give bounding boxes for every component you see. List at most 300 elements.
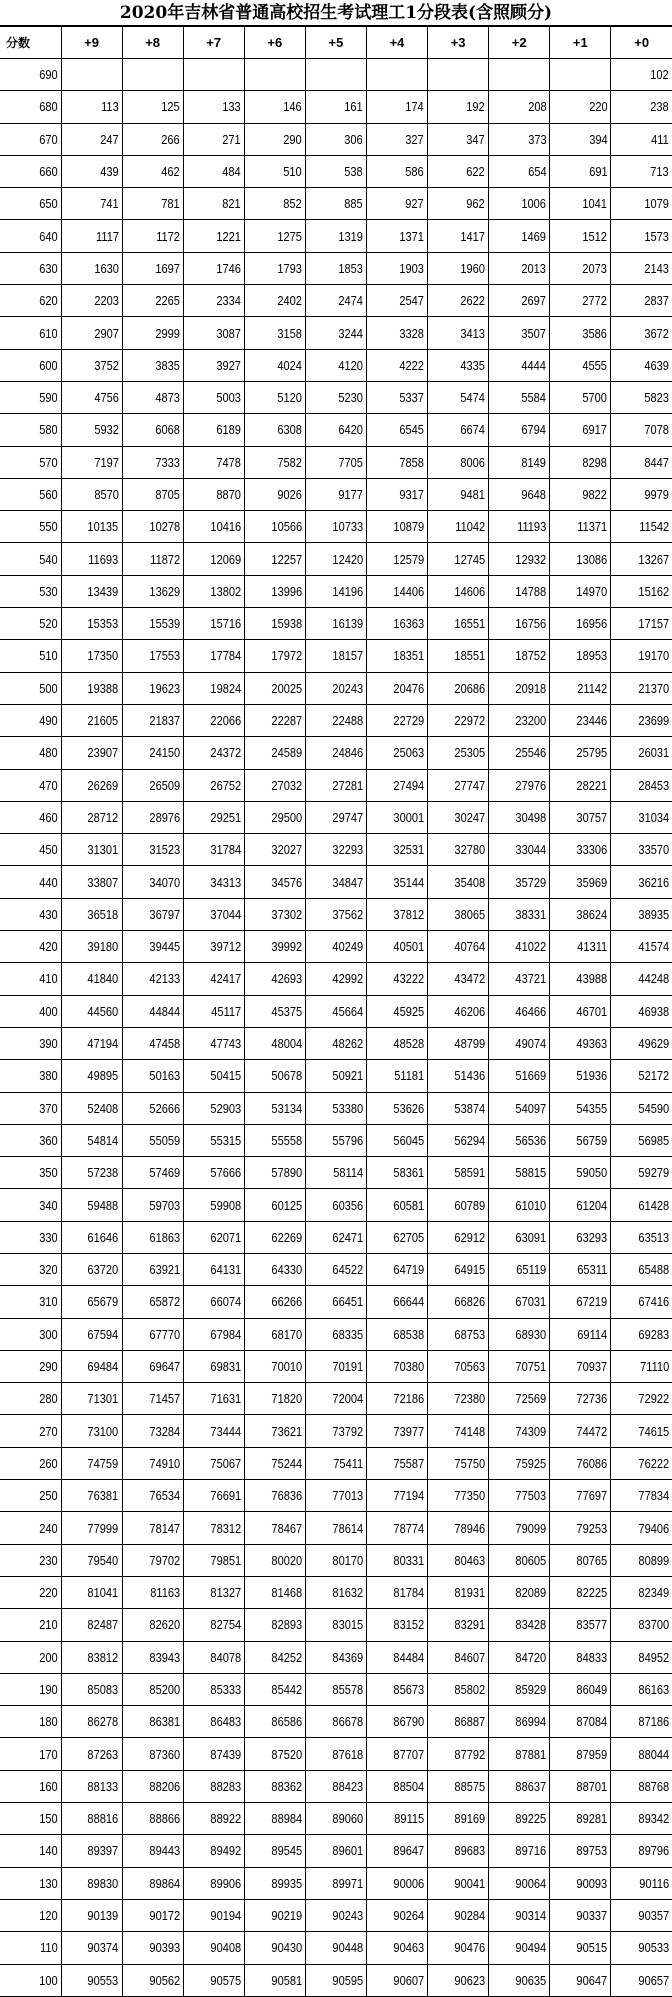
count-value: 81931 — [454, 1585, 486, 1601]
score-value: 440 — [39, 874, 58, 890]
cumulative-count-cell — [550, 704, 611, 736]
table-row — [0, 1576, 672, 1608]
count-value: 51181 — [394, 1068, 425, 1084]
count-value: 12420 — [332, 551, 363, 567]
count-value: 88701 — [576, 1778, 608, 1794]
cumulative-count-cell — [305, 1480, 366, 1512]
count-value: 26269 — [87, 777, 119, 793]
cumulative-count-cell — [550, 1027, 611, 1059]
cumulative-count-cell — [61, 1673, 122, 1705]
count-value: 56045 — [393, 1132, 425, 1148]
cumulative-count-cell — [489, 1770, 550, 1802]
table-body — [0, 59, 672, 1997]
count-value: 56985 — [638, 1132, 669, 1148]
count-value: 48799 — [454, 1036, 486, 1052]
table-row — [0, 1803, 672, 1835]
cumulative-count-cell — [122, 1447, 183, 1479]
cumulative-count-cell — [183, 478, 244, 510]
cumulative-count-cell — [366, 672, 427, 704]
count-value: 49363 — [576, 1036, 608, 1052]
score-value: 240 — [39, 1520, 58, 1536]
count-value: 28712 — [87, 809, 119, 825]
cumulative-count-cell — [305, 1092, 366, 1124]
count-value: 89225 — [515, 1811, 547, 1827]
count-value: 79099 — [515, 1520, 547, 1536]
cumulative-count-cell — [550, 1189, 611, 1221]
count-value: 9026 — [277, 487, 302, 502]
count-value: 67770 — [148, 1326, 180, 1342]
score-cell — [0, 188, 61, 220]
cumulative-count-cell — [183, 188, 244, 220]
cumulative-count-cell — [611, 866, 672, 898]
count-value: 84607 — [454, 1649, 486, 1665]
cumulative-count-cell — [305, 252, 366, 284]
cumulative-count-cell — [550, 1706, 611, 1738]
cumulative-count-cell — [428, 59, 489, 91]
count-value: 88423 — [332, 1778, 363, 1794]
count-value: 88575 — [454, 1778, 486, 1794]
score-value: 650 — [39, 196, 58, 212]
count-value: 79851 — [210, 1552, 241, 1568]
cumulative-count-cell — [122, 1544, 183, 1576]
count-value: 49629 — [638, 1036, 669, 1052]
count-value: 42133 — [148, 971, 180, 987]
count-value: 5230 — [338, 390, 363, 406]
score-value: 190 — [39, 1681, 58, 1697]
cumulative-count-cell — [61, 1318, 122, 1350]
score-cell — [0, 1899, 61, 1931]
count-value: 81632 — [332, 1585, 363, 1601]
count-value: 327 — [405, 131, 425, 147]
count-value: 74615 — [638, 1423, 669, 1439]
score-value: 560 — [39, 487, 58, 502]
cumulative-count-cell — [122, 1867, 183, 1899]
count-value: 36518 — [87, 906, 119, 922]
cumulative-count-cell — [183, 1899, 244, 1931]
table-row — [0, 769, 672, 801]
score-cell — [0, 1060, 61, 1092]
cumulative-count-cell — [305, 1124, 366, 1156]
score-cell — [0, 1770, 61, 1802]
cumulative-count-cell — [366, 1673, 427, 1705]
count-value: 3586 — [582, 325, 608, 341]
count-value: 290 — [283, 131, 302, 147]
count-value: 27281 — [332, 777, 363, 793]
cumulative-count-cell — [61, 1253, 122, 1285]
cumulative-count-cell — [183, 704, 244, 736]
count-value: 89115 — [394, 1811, 425, 1827]
count-value: 70563 — [454, 1359, 486, 1375]
cumulative-count-cell — [183, 1318, 244, 1350]
count-value: 821 — [222, 196, 241, 212]
count-value: 42417 — [210, 971, 241, 987]
count-value: 63091 — [515, 1229, 547, 1245]
cumulative-count-cell — [489, 252, 550, 284]
count-value: 87439 — [210, 1746, 241, 1762]
count-value: 71457 — [148, 1391, 180, 1407]
count-value: 41574 — [638, 939, 669, 955]
count-value: 90595 — [332, 1972, 363, 1988]
cumulative-count-cell — [366, 1253, 427, 1285]
cumulative-count-cell — [428, 1383, 489, 1415]
count-value: 87520 — [271, 1746, 302, 1762]
score-cell — [0, 963, 61, 995]
count-value: 90476 — [454, 1940, 486, 1956]
cumulative-count-cell — [244, 931, 305, 963]
count-value: 82754 — [210, 1617, 241, 1633]
score-cell — [0, 1673, 61, 1705]
count-value: 37562 — [332, 906, 363, 922]
count-value: 73284 — [148, 1423, 180, 1439]
score-cell — [0, 381, 61, 413]
cumulative-count-cell — [183, 317, 244, 349]
cumulative-count-cell — [611, 1706, 672, 1738]
count-value: 65488 — [638, 1262, 669, 1278]
cumulative-count-cell — [611, 446, 672, 478]
score-cell — [0, 1706, 61, 1738]
count-value: 89492 — [210, 1843, 241, 1859]
cumulative-count-cell — [183, 1027, 244, 1059]
cumulative-count-cell — [122, 1157, 183, 1189]
cumulative-count-cell — [428, 1899, 489, 1931]
cumulative-count-cell — [550, 1576, 611, 1608]
count-value: 13086 — [576, 551, 608, 567]
count-value: 68538 — [393, 1326, 425, 1342]
cumulative-count-cell — [183, 1447, 244, 1479]
score-cell — [0, 1415, 61, 1447]
count-value: 39180 — [87, 939, 119, 955]
cumulative-count-cell — [61, 1383, 122, 1415]
cumulative-count-cell — [122, 1641, 183, 1673]
count-value: 84484 — [393, 1649, 425, 1665]
cumulative-count-cell — [244, 640, 305, 672]
table-row — [0, 381, 672, 413]
count-value: 70380 — [393, 1359, 425, 1375]
count-value: 62269 — [271, 1229, 302, 1245]
cumulative-count-cell — [61, 672, 122, 704]
score-value: 120 — [39, 1908, 58, 1924]
cumulative-count-cell — [244, 59, 305, 91]
count-value: 885 — [344, 196, 363, 212]
count-value: 6917 — [582, 422, 608, 438]
cumulative-count-cell — [122, 1770, 183, 1802]
cumulative-count-cell — [428, 1253, 489, 1285]
cumulative-count-cell — [305, 1415, 366, 1447]
table-row — [0, 1964, 672, 1996]
cumulative-count-cell — [122, 1383, 183, 1415]
count-value: 18752 — [515, 648, 547, 664]
cumulative-count-cell — [183, 1383, 244, 1415]
cumulative-count-cell — [366, 575, 427, 607]
count-value: 38624 — [576, 906, 608, 922]
cumulative-count-cell — [550, 1124, 611, 1156]
cumulative-count-cell — [550, 672, 611, 704]
count-value: 84252 — [271, 1649, 302, 1665]
count-value: 29500 — [271, 809, 302, 825]
cumulative-count-cell — [611, 608, 672, 640]
cumulative-count-cell — [611, 1738, 672, 1770]
cumulative-count-cell — [305, 963, 366, 995]
count-value: 90463 — [393, 1940, 425, 1956]
table-row — [0, 640, 672, 672]
count-value: 3244 — [338, 325, 363, 341]
cumulative-count-cell — [550, 446, 611, 478]
count-value: 80765 — [576, 1552, 608, 1568]
cumulative-count-cell — [489, 931, 550, 963]
cumulative-count-cell — [611, 963, 672, 995]
cumulative-count-cell — [61, 511, 122, 543]
cumulative-count-cell — [244, 801, 305, 833]
cumulative-count-cell — [122, 704, 183, 736]
count-value: 20686 — [454, 680, 486, 696]
count-value: 73977 — [393, 1423, 425, 1439]
count-value: 1319 — [338, 228, 363, 244]
cumulative-count-cell — [428, 1770, 489, 1802]
cumulative-count-cell — [489, 1157, 550, 1189]
cumulative-count-cell — [366, 155, 427, 187]
cumulative-count-cell — [550, 123, 611, 155]
count-value: 41840 — [87, 971, 119, 987]
count-value: 30247 — [454, 809, 486, 825]
score-value: 580 — [39, 422, 58, 438]
count-value: 90657 — [638, 1972, 669, 1988]
count-value: 82487 — [87, 1617, 119, 1633]
cumulative-count-cell — [611, 1253, 672, 1285]
cumulative-count-cell — [366, 252, 427, 284]
table-row — [0, 1253, 672, 1285]
cumulative-count-cell — [122, 188, 183, 220]
count-value: 22066 — [210, 713, 241, 729]
count-value: 44844 — [148, 1003, 180, 1019]
cumulative-count-cell — [611, 1932, 672, 1964]
cumulative-count-cell — [489, 220, 550, 252]
count-value: 83152 — [393, 1617, 425, 1633]
count-value: 9822 — [582, 487, 608, 502]
cumulative-count-cell — [122, 801, 183, 833]
cumulative-count-cell — [183, 1253, 244, 1285]
cumulative-count-cell — [61, 769, 122, 801]
cumulative-count-cell — [305, 1544, 366, 1576]
score-value: 640 — [39, 228, 58, 244]
count-value: 2334 — [216, 293, 241, 309]
table-row — [0, 220, 672, 252]
count-value: 713 — [650, 164, 669, 180]
cumulative-count-cell — [366, 1512, 427, 1544]
count-value: 34070 — [148, 874, 180, 890]
cumulative-count-cell — [183, 1738, 244, 1770]
count-value: 84720 — [515, 1649, 547, 1665]
count-value: 63513 — [638, 1229, 669, 1245]
cumulative-count-cell — [366, 91, 427, 123]
cumulative-count-cell — [489, 1512, 550, 1544]
count-value: 55558 — [271, 1132, 302, 1148]
cumulative-count-cell — [489, 446, 550, 478]
count-value: 238 — [650, 99, 669, 115]
count-value: 90430 — [271, 1940, 302, 1956]
cumulative-count-cell — [183, 1350, 244, 1382]
score-value: 180 — [39, 1714, 58, 1730]
count-value: 45117 — [210, 1003, 241, 1019]
cumulative-count-cell — [183, 608, 244, 640]
count-value: 79406 — [638, 1520, 669, 1536]
cumulative-count-cell — [489, 1964, 550, 1996]
count-value: 73621 — [271, 1423, 302, 1439]
score-cell — [0, 1286, 61, 1318]
count-value: 89601 — [332, 1843, 363, 1859]
count-value: 88984 — [271, 1811, 302, 1827]
score-cell — [0, 737, 61, 769]
cumulative-count-cell — [305, 123, 366, 155]
count-value: 78147 — [148, 1520, 180, 1536]
count-value: 90139 — [87, 1908, 119, 1924]
table-row — [0, 511, 672, 543]
cumulative-count-cell — [611, 1189, 672, 1221]
count-value: 741 — [100, 196, 119, 212]
count-value: 30757 — [576, 809, 608, 825]
count-value: 6420 — [338, 422, 363, 438]
count-value: 7858 — [399, 454, 425, 470]
count-value: 5474 — [460, 390, 486, 406]
cumulative-count-cell — [366, 640, 427, 672]
count-value: 32780 — [454, 842, 486, 858]
count-value: 1793 — [277, 260, 302, 276]
count-value: 14606 — [454, 583, 486, 599]
count-value: 8149 — [521, 454, 547, 470]
count-value: 82893 — [271, 1617, 302, 1633]
count-value: 39445 — [148, 939, 180, 955]
cumulative-count-cell — [244, 1415, 305, 1447]
count-value: 75925 — [515, 1455, 547, 1471]
cumulative-count-cell — [305, 1350, 366, 1382]
count-value: 2143 — [644, 260, 669, 276]
cumulative-count-cell — [428, 1641, 489, 1673]
cumulative-count-cell — [122, 1060, 183, 1092]
count-value: 15353 — [87, 616, 119, 632]
cumulative-count-cell — [489, 414, 550, 446]
count-value: 53626 — [393, 1100, 425, 1116]
count-value: 1371 — [399, 228, 425, 244]
count-value: 69283 — [638, 1326, 669, 1342]
score-value: 620 — [39, 293, 58, 309]
count-value: 77503 — [515, 1488, 547, 1504]
cumulative-count-cell — [611, 1415, 672, 1447]
cumulative-count-cell — [611, 285, 672, 317]
column-header-offset: +4 — [366, 27, 427, 59]
cumulative-count-cell — [244, 543, 305, 575]
cumulative-count-cell — [611, 672, 672, 704]
count-value: 67219 — [576, 1294, 608, 1310]
score-value: 270 — [39, 1423, 58, 1439]
cumulative-count-cell — [366, 834, 427, 866]
count-value: 82349 — [638, 1585, 669, 1601]
count-value: 81327 — [210, 1585, 241, 1601]
cumulative-count-cell — [122, 1964, 183, 1996]
cumulative-count-cell — [366, 1576, 427, 1608]
count-value: 71301 — [87, 1391, 119, 1407]
count-value: 90575 — [210, 1972, 241, 1988]
cumulative-count-cell — [550, 1738, 611, 1770]
count-value: 16756 — [515, 616, 547, 632]
cumulative-count-cell — [61, 1964, 122, 1996]
count-value: 25305 — [454, 745, 486, 761]
count-value: 89796 — [638, 1843, 669, 1859]
count-value: 3328 — [399, 325, 425, 341]
count-value: 10879 — [393, 519, 425, 535]
table-row — [0, 1706, 672, 1738]
score-value: 160 — [39, 1778, 58, 1794]
cumulative-count-cell — [244, 381, 305, 413]
count-value: 89971 — [332, 1875, 363, 1891]
cumulative-count-cell — [489, 381, 550, 413]
cumulative-count-cell — [122, 1092, 183, 1124]
count-value: 53380 — [332, 1100, 363, 1116]
count-value: 24589 — [271, 745, 302, 761]
cumulative-count-cell — [550, 1803, 611, 1835]
cumulative-count-cell — [61, 1706, 122, 1738]
cumulative-count-cell — [366, 59, 427, 91]
cumulative-count-cell — [550, 575, 611, 607]
cumulative-count-cell — [550, 737, 611, 769]
cumulative-count-cell — [428, 511, 489, 543]
count-value: 89443 — [148, 1843, 180, 1859]
count-value: 27494 — [393, 777, 425, 793]
cumulative-count-cell — [61, 1544, 122, 1576]
cumulative-count-cell — [428, 640, 489, 672]
count-value: 40764 — [454, 939, 486, 955]
table-row — [0, 1350, 672, 1382]
count-value: 36216 — [638, 874, 669, 890]
count-value: 3835 — [155, 357, 180, 373]
count-value: 1172 — [155, 228, 180, 244]
count-value: 87618 — [332, 1746, 363, 1762]
cumulative-count-cell — [305, 1706, 366, 1738]
cumulative-count-cell — [550, 1253, 611, 1285]
count-value: 72736 — [576, 1391, 608, 1407]
score-cell — [0, 1447, 61, 1479]
table-row — [0, 252, 672, 284]
count-value: 1006 — [521, 196, 547, 212]
cumulative-count-cell — [183, 123, 244, 155]
cumulative-count-cell — [428, 995, 489, 1027]
cumulative-count-cell — [305, 1673, 366, 1705]
cumulative-count-cell — [611, 737, 672, 769]
count-value: 11371 — [577, 519, 608, 535]
cumulative-count-cell — [428, 1609, 489, 1641]
count-value: 347 — [466, 131, 486, 147]
count-value: 17350 — [87, 648, 119, 664]
cumulative-count-cell — [611, 995, 672, 1027]
table-row — [0, 1738, 672, 1770]
count-value: 42992 — [332, 971, 363, 987]
count-value: 90553 — [87, 1972, 119, 1988]
table-row — [0, 1835, 672, 1867]
count-value: 13439 — [87, 583, 119, 599]
cumulative-count-cell — [244, 866, 305, 898]
score-cell — [0, 1964, 61, 1996]
cumulative-count-cell — [305, 801, 366, 833]
table-row — [0, 963, 672, 995]
count-value: 33306 — [576, 842, 608, 858]
count-value: 68930 — [515, 1326, 547, 1342]
count-value: 220 — [588, 99, 608, 115]
cumulative-count-cell — [183, 1415, 244, 1447]
score-value: 690 — [39, 67, 58, 83]
score-cell — [0, 414, 61, 446]
cumulative-count-cell — [366, 1060, 427, 1092]
table-row — [0, 1512, 672, 1544]
score-value: 570 — [39, 454, 58, 470]
count-value: 74472 — [576, 1423, 608, 1439]
